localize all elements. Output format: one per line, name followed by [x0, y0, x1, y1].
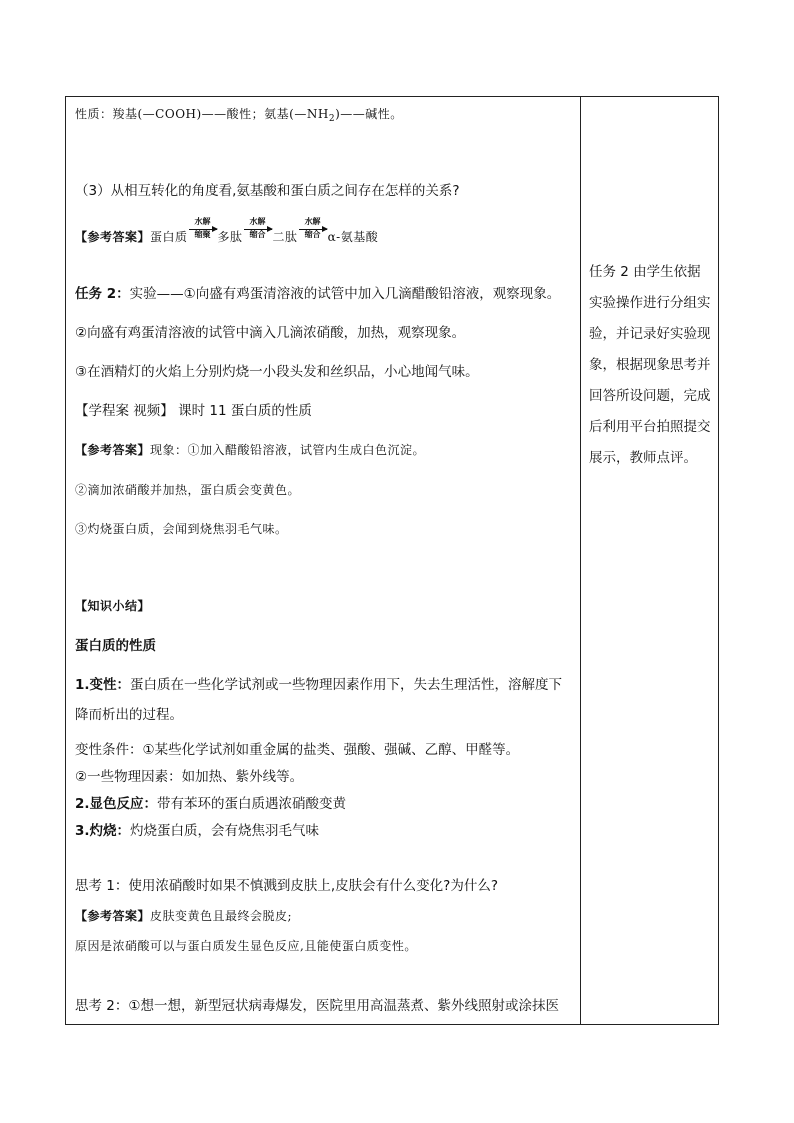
answer-2-line-3: ③灼烧蛋白质，会闻到烧焦羽毛气味。 [75, 522, 288, 536]
reversible-arrow-1 [189, 217, 217, 246]
question-3: （3）从相互转化的角度看,氨基酸和蛋白质之间存在怎样的关系? [75, 183, 460, 199]
video-reference: 【学程案 视频】 课时 11 蛋白质的性质 [75, 403, 312, 419]
think-1-question: 思考 1：使用浓硝酸时如果不慎溅到皮肤上,皮肤会有什么变化?为什么? [75, 878, 499, 894]
color-reaction-label: 2.显色反应： [75, 796, 158, 812]
chain-polypeptide: 多肽 [217, 230, 243, 244]
denaturation-text: 蛋白质在一些化学试剂或一些物理因素作用下，失去生理活性，溶解度下降而析出的过程。 [75, 677, 563, 723]
arrow-2-bottom: 缩合 [249, 230, 266, 239]
chain-protein: 蛋白质 [150, 230, 188, 244]
answer-2-line-2: ②滴加浓硝酸并加热，蛋白质会变黄色。 [75, 483, 301, 497]
chain-amino-acid: α-氨基酸 [327, 230, 379, 244]
arrow-3-top: 水解 [304, 217, 321, 226]
summary-title: 【知识小结】 [75, 599, 151, 613]
arrow-3-bottom: 缩合 [304, 230, 321, 239]
relation-chain [75, 217, 379, 246]
burning-label: 3.灼烧： [75, 823, 131, 839]
answer-2-line-1 [75, 441, 425, 459]
color-reaction-line [75, 795, 346, 813]
property-line [75, 105, 403, 123]
reversible-arrow-2 [244, 217, 272, 246]
property-suffix: )——碱性。 [335, 107, 403, 121]
task-2-step-2: ②向盛有鸡蛋清溶液的试管中滴入几滴浓硝酸，加热，观察现象。 [75, 325, 466, 341]
task-2-label: 任务 2： [75, 286, 130, 302]
think-1-answer-text: 皮肤变黄色且最终会脱皮; [150, 909, 293, 923]
answer-label: 【参考答案】 [75, 909, 151, 923]
chain-dipeptide: 二肽 [272, 230, 298, 244]
think-1-answer-line-2: 原因是浓硝酸可以与蛋白质发生显色反应,且能使蛋白质变性。 [75, 939, 417, 953]
answer-2-text: 现象：①加入醋酸铅溶液，试管内生成白色沉淀。 [150, 443, 426, 457]
arrow-1-bottom: 缩聚 [194, 230, 211, 239]
answer-label: 【参考答案】 [75, 230, 151, 244]
think-2-question: 思考 2：①想一想，新型冠状病毒爆发，医院里用高温蒸煮、紫外线照射或涂抹医 [75, 998, 559, 1014]
task-2-step-3: ③在酒精灯的火焰上分别灼烧一小段头发和丝织品，小心地闻气味。 [75, 364, 479, 380]
side-column [581, 97, 719, 1024]
burning-line [75, 822, 319, 840]
denaturation-conditions-1: 变性条件：①某些化学试剂如重金属的盐类、强酸、强碱、乙醇、甲醛等。 [75, 742, 520, 758]
teacher-note: 任务 2 由学生依据实验操作进行分组实验，并记录好实验现象，根据现象思考并回答所设问题，完成后利用平台拍照提交展示，教师点评。 [589, 264, 711, 466]
reversible-arrow-3 [299, 217, 327, 246]
arrow-2-top: 水解 [249, 217, 266, 226]
lesson-table [65, 96, 719, 1025]
burning-text: 灼烧蛋白质，会有烧焦羽毛气味 [130, 823, 320, 839]
denaturation-label: 1.变性： [75, 677, 131, 693]
property-text: 性质：羧基(—COOH)——酸性；氨基(—NH [75, 107, 329, 121]
summary-subtitle: 蛋白质的性质 [75, 638, 156, 654]
arrow-1-top: 水解 [194, 217, 211, 226]
think-1-answer-line-1 [75, 907, 292, 925]
main-column [66, 97, 580, 1024]
denaturation-paragraph [75, 670, 573, 730]
property-subscript: 2 [328, 114, 336, 124]
task-2-text: 实验——①向盛有鸡蛋清溶液的试管中加入几滴醋酸铅溶液，观察现象。 [129, 286, 561, 302]
denaturation-conditions-2: ②一些物理因素：如加热、紫外线等。 [75, 769, 304, 785]
color-reaction-text: 带有苯环的蛋白质遇浓硝酸变黄 [157, 796, 347, 812]
task-2-line [75, 285, 560, 303]
answer-label: 【参考答案】 [75, 443, 151, 457]
